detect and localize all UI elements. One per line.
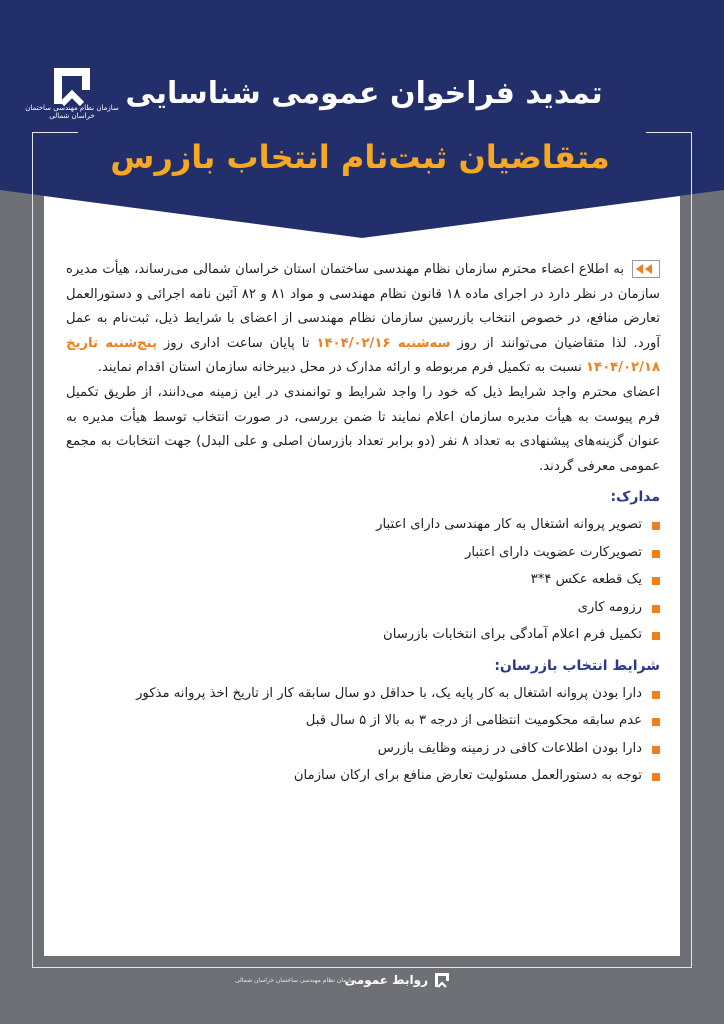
footer-logo-icon — [432, 972, 452, 992]
footer-brand: روابط عمومی — [344, 973, 428, 987]
list-item: رزومه کاری — [66, 596, 660, 621]
frame-line-top-left — [32, 132, 78, 133]
para1-part-b: تا پایان ساعت اداری روز — [163, 335, 310, 351]
frame-line-top-right — [646, 132, 692, 133]
page-title-line2: متقاضیان ثبت‌نام انتخاب بازرس — [110, 138, 610, 176]
list-item: توجه به دستورالعمل مسئولیت تعارض منافع برای ارکان سازمان — [66, 764, 660, 789]
list-item: تصویرکارت عضویت دارای اعتبار — [66, 541, 660, 566]
paragraph-2: اعضای محترم واجد شرایط ذیل که خود را واجد شرایط و توانمندی در این زمینه می‌دانند، از طریق تکمیل فرم پیوست به هیأت مدیره سازمان اعلام نمایند تا ضمن بررسی، در صورت انتخاب توسط هیأت مدیره به عنوان گزینه‌های پیشنهادی به تعداد ۸ نفر (دو برابر تعداد بازرسان اصلی و علی البدل) جهت انتخابات به مجمع عمومی معرفی گردند. — [66, 384, 660, 474]
logo-caption: سازمان نظام مهندسی ساختمان خراسان شمالی — [25, 104, 119, 120]
double-arrow-left-icon — [632, 260, 660, 278]
list-item: تصویر پروانه اشتغال به کار مهندسی دارای اعتبار — [66, 513, 660, 538]
list-item: تکمیل فرم اعلام آمادگی برای انتخابات بازرسان — [66, 623, 660, 648]
announcement-body — [66, 258, 660, 792]
list-item: عدم سابقه محکومیت انتظامی از درجه ۳ به بالا از ۵ سال قبل — [66, 709, 660, 734]
start-date: سه‌شنبه ۱۴۰۴/۰۲/۱۶ — [316, 335, 451, 351]
footer-logo — [234, 970, 452, 994]
documents-list — [66, 513, 660, 648]
page-title-line1: تمدید فراخوان عمومی شناسایی — [125, 76, 603, 111]
para1-part-c: نسبت به تکمیل فرم مربوطه و ارائه مدارک در محل دبیرخانه سازمان استان اقدام نمایند. — [97, 360, 582, 376]
list-item: یک قطعه عکس ۴*۳ — [66, 568, 660, 593]
frame-line-right — [691, 132, 692, 968]
documents-heading: مدارک: — [610, 489, 660, 506]
footer-org: سازمان نظام مهندسی ساختمان خراسان شمالی — [234, 977, 356, 984]
para1-part-a: به اطلاع اعضاء محترم سازمان نظام مهندسی ساختمان استان خراسان شمالی می‌رساند، هیأت مدیره سازمان در نظر دارد در اجرای ماده ۱۸ قانون نظام مهندسی و مواد ۸۱ و ۸۲ آئین نامه اجرائی و دستورالعمل تعارض منافع، در خصوص انتخاب بازرسین سازمان نظام مهندسی از اعضای با شرایط ذیل، ثبت‌نام به عمل آورد. لذا متقاضیان می‌توانند از روز — [66, 262, 660, 351]
conditions-heading: شرایط انتخاب بازرسان: — [494, 657, 660, 674]
end-date: پنج‌شنبه تاریخ ۱۴۰۴/۰۲/۱۸ — [66, 335, 660, 376]
conditions-list — [66, 682, 660, 789]
frame-line-bottom — [32, 967, 692, 968]
list-item: دارا بودن پروانه اشتغال به کار پایه یک، با حداقل دو سال سابقه کار از تاریخ اخذ پروانه مذکور — [66, 682, 660, 707]
paragraph-1 — [66, 258, 660, 381]
list-item: دارا بودن اطلاعات کافی در زمینه وظایف بازرس — [66, 737, 660, 762]
frame-line-left — [32, 132, 33, 968]
